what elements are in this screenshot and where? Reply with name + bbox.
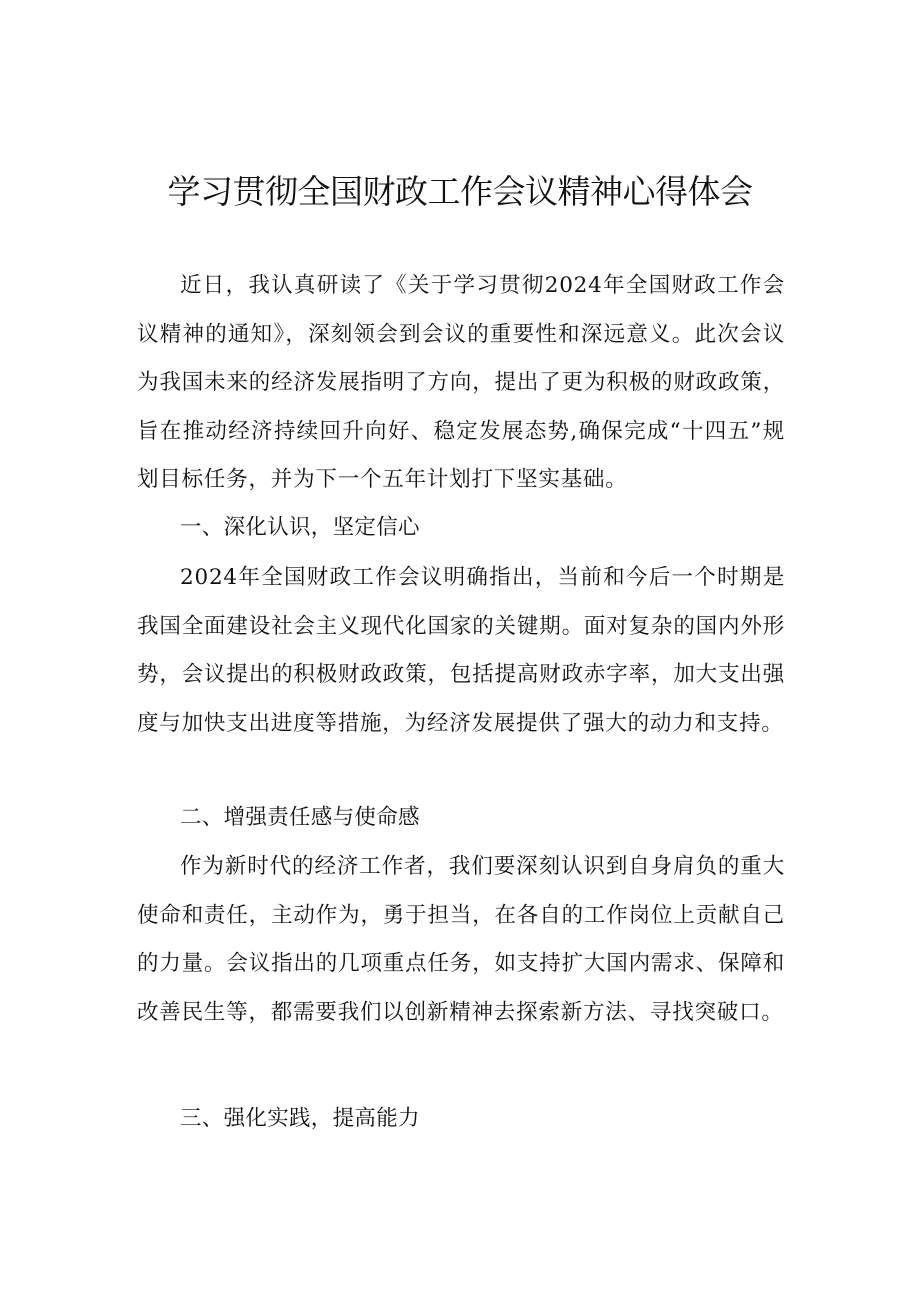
section-heading-3: 三、强化实践，提高能力 bbox=[180, 1106, 420, 1131]
section-heading-2: 二、增强责任感与使命感 bbox=[180, 805, 420, 830]
intro-paragraph: 近日，我认真研读了《关于学习贯彻2024年全国财政工作会议精神的通知》，深刻领会到会议的重要性和深远意义。此次会议为我国未来的经济发展指明了方向，提出了更为积极的财政政策，旨在推动经济持续回升向好、稳定发展态势,确保完成“十四五”规划目标任务，并为下一个五年计划打下坚实基础。 bbox=[137, 273, 785, 492]
document-title: 学习贯彻全国财政工作会议精神心得体会 bbox=[167, 172, 753, 211]
section-body-2: 作为新时代的经济工作者，我们要深刻认识到自身肩负的重大使命和责任，主动作为，勇于担当，在各自的工作岗位上贡献自己的力量。会议指出的几项重点任务，如支持扩大国内需求、保障和改善民生等，都需要我们以创新精神去探索新方法、寻找突破口。 bbox=[137, 854, 785, 1025]
section-body-1: 2024年全国财政工作会议明确指出，当前和今后一个时期是我国全面建设社会主义现代化国家的关键期。面对复杂的国内外形势，会议提出的积极财政政策，包括提高财政赤字率，加大支出强度与加快支出进度等措施，为经济发展提供了强大的动力和支持。 bbox=[137, 565, 785, 736]
section-heading-1: 一、深化认识，坚定信心 bbox=[180, 515, 420, 540]
